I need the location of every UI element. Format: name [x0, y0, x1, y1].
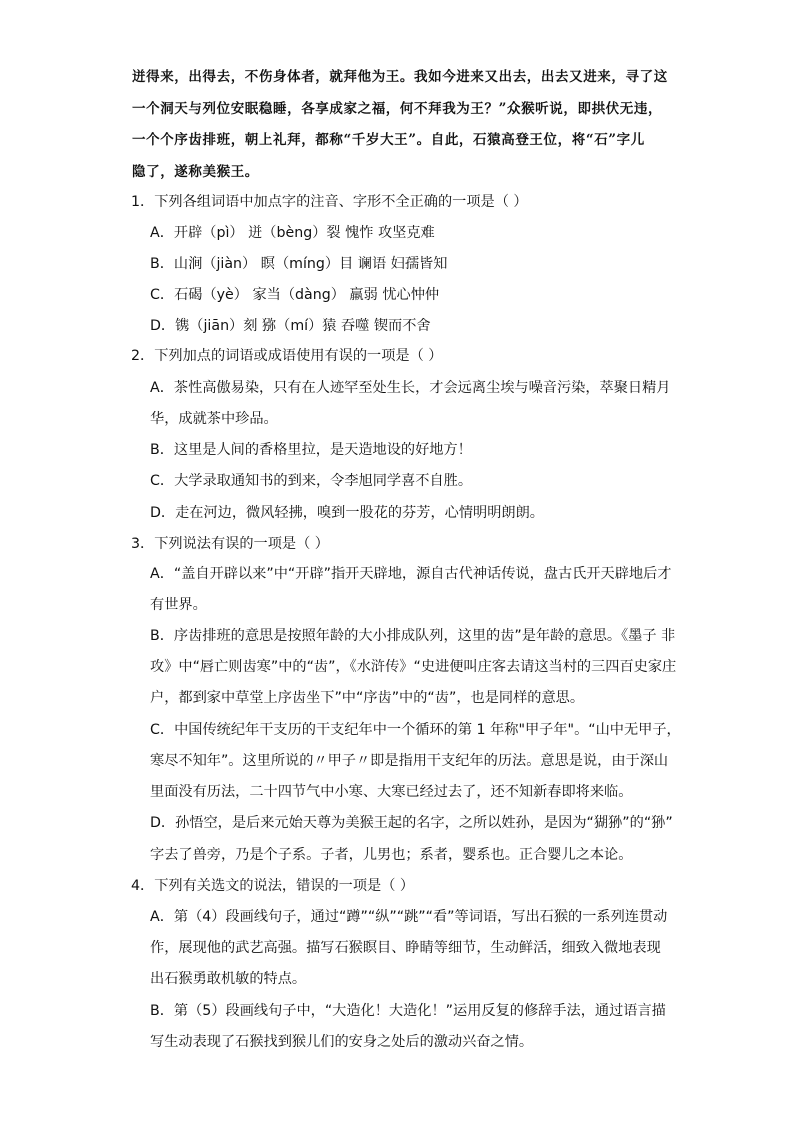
passage-line: 隐了，遂称美猴王。 [132, 163, 259, 180]
passage-excerpt [132, 62, 672, 188]
passage-line: 一个个序齿排班，朝上礼拜，都称“千岁大王”。自此，石猿高登王位，将“石”字儿 [132, 132, 645, 148]
question-1-option-c: C．石碣（yè） 家当（dàng） 羸弱 忧心忡仲 [150, 287, 440, 303]
question-1-stem: 1．下列各组词语中加点字的注音、字形不全正确的一项是（ ） [131, 194, 528, 210]
passage-line: 迸得来，出得去，不伤身体者，就拜他为王。我如今进来又出去，出去又进来，寻了这 [132, 69, 668, 85]
question-1-option-d: D．镌（jiān）刻 猕（mí）猿 吞噬 锲而不舍 [150, 318, 431, 334]
question-2-option-a-line1: A．茶性高傲易染，只有在人迹罕至处生长，才会远离尘埃与噪音污染，萃聚日精月 [150, 380, 671, 396]
question-3-stem: 3．下列说法有误的一项是（ ） [131, 536, 329, 552]
question-3-option-c-line1: C．中国传统纪年干支历的干支纪年中一个循环的第 1 年称"甲子年"。“山中无甲子， [150, 722, 681, 738]
question-2-option-d: D．走在河边，微风轻拂，嗅到一股花的芬芳，心情明明朗朗。 [150, 505, 544, 521]
question-4-option-b-line2: 写生动表现了石猴找到猴儿们的安身之处后的激动兴奋之情。 [150, 1034, 534, 1050]
question-2-option-b: B．这里是人间的香格里拉，是天造地设的好地方！ [150, 442, 472, 458]
question-1-option-b: B．山涧（jiàn） 瞑（míng）目 谰语 妇孺皆知 [150, 256, 448, 272]
question-4-option-a-line1: A．第（4）段画线句子，通过“蹲”“纵”“跳”“看”等词语，写出石猴的一系列连贯动 [150, 909, 668, 925]
question-4-option-a-line2: 作，展现他的武艺高强。描写石猴瞑目、睁睛等细节，生动鲜活，细致入微地表现 [150, 940, 661, 956]
question-3-option-c-line3: 里面没有历法，二十四节气中小寒、大寒已经过去了，还不知新春即将来临。 [150, 784, 633, 800]
question-3-option-a-line2: 有世界。 [150, 597, 207, 613]
question-3-option-b-line1: B．序齿排班的意思是按照年龄的大小排成队列，这里的齿”是年龄的意思。《墨子 非 [150, 628, 676, 644]
question-3-option-b-line2: 攻》中“唇亡则齿寒”中的“齿”，《水浒传》“史进便叫庄客去请这当村的三四百史家庄 [150, 659, 677, 675]
question-4-option-a-line3: 出石猴勇敢机敏的特点。 [150, 971, 307, 987]
question-2-option-a-line2: 华，成就茶中珍品。 [150, 411, 278, 427]
question-2-option-c: C．大学录取通知书的到来，令李旭同学喜不自胜。 [150, 473, 473, 489]
question-2-stem: 2．下列加点的词语或成语使用有误的一项是（ ） [131, 348, 443, 364]
question-4-option-b-line1: B．第（5）段画线句子中，“大造化！大造化！”运用反复的修辞手法，通过语言描 [150, 1003, 666, 1019]
question-3-option-d-line1: D．孙悟空，是后来元始天尊为美猴王起的名字，之所以姓孙，是因为“猢狲”的“狲” [150, 815, 673, 831]
question-3-option-b-line3: 户，都到家中草堂上序齿坐下”中“序齿”中的“齿”，也是同样的意思。 [150, 690, 585, 706]
question-1-option-a: A．开辟（pì） 迸（bèng）裂 愧怍 攻坚克难 [150, 225, 435, 241]
question-4-stem: 4．下列有关选文的说法，错误的一项是（ ） [131, 878, 415, 894]
passage-line: 一个洞天与列位安眠稳睡，各享成家之福，何不拜我为王？”众猴听说，即拱伏无违， [132, 100, 663, 117]
question-3-option-c-line2: 寒尽不知年”。这里所说的〃甲子〃即是指用干支纪年的历法。意思是说，由于深山 [150, 753, 669, 769]
question-3-option-a-line1: A．“盖自开辟以来”中“开辟”指开天辟地，源自古代神话传说，盘古氏开天辟地后才 [150, 566, 672, 582]
question-3-option-d-line2: 字去了兽旁，乃是个子系。子者，儿男也；系者，婴系也。正合婴儿之本论。 [150, 847, 633, 863]
